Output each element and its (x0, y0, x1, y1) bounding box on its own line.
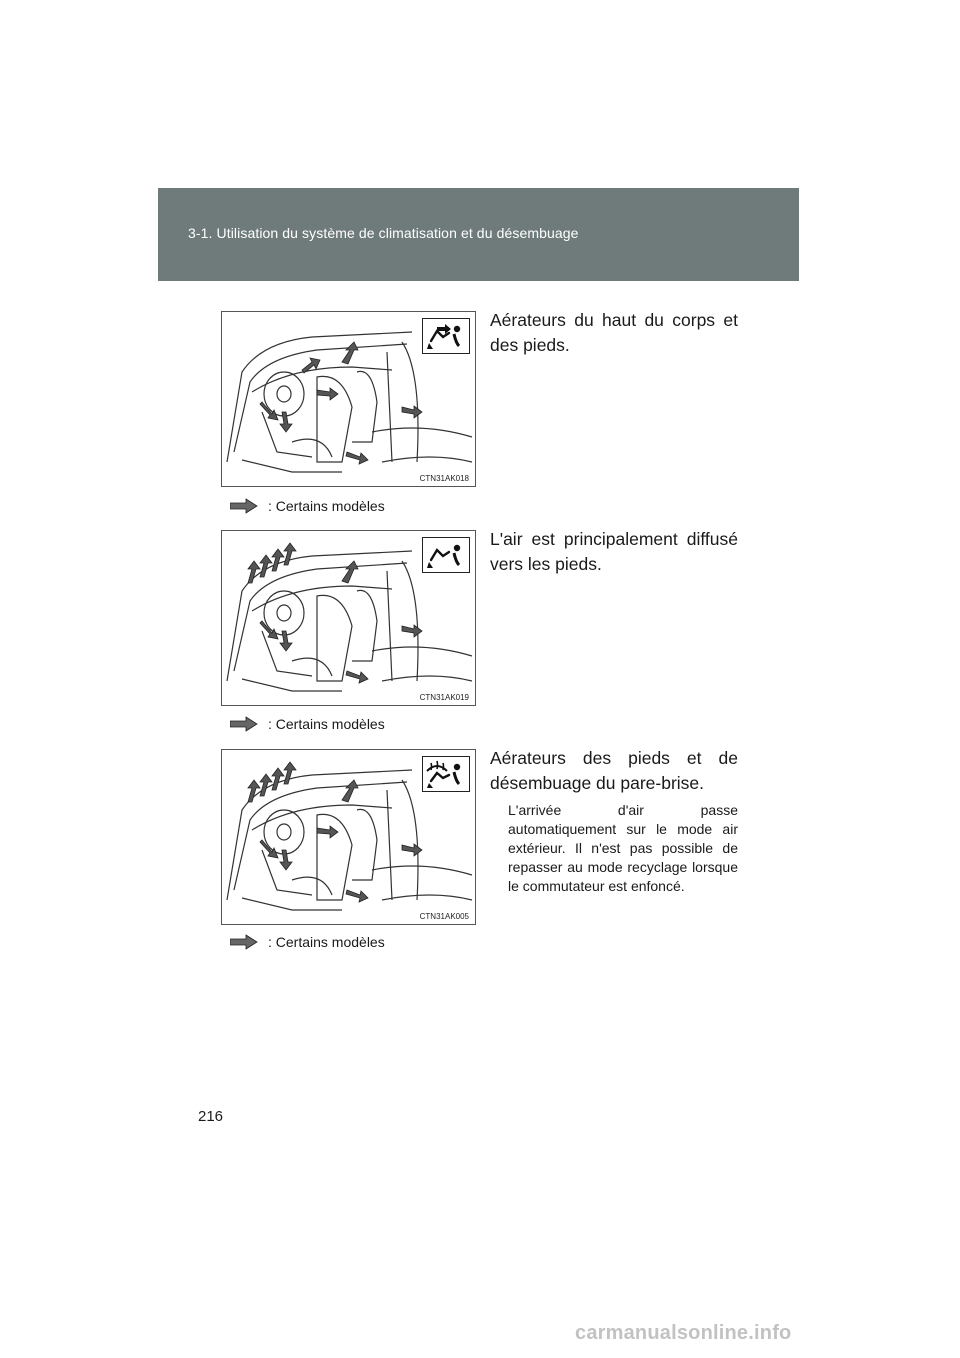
feet-vent-icon (422, 537, 470, 573)
mode-description: Aérateurs du haut du corps et des pieds. (490, 310, 738, 355)
section-header-band (158, 188, 799, 281)
note-text: : Certains modèles (268, 498, 385, 514)
illustration-feet-defrost (221, 749, 476, 925)
note-certain-models (230, 497, 385, 515)
note-text: : Certains modèles (268, 716, 385, 732)
note-certain-models (230, 715, 385, 733)
mode-description: L'air est principalement diffusé vers les pieds. (490, 529, 738, 574)
footer-watermark: carmanualsonline.info (575, 1322, 792, 1344)
figure-code: CTN31AK019 (419, 693, 469, 702)
mode-description: Aérateurs des pieds et de désembuage du pare-brise. (490, 748, 738, 793)
arrow-right-icon (230, 716, 258, 732)
mode-detail: L'arrivée d'air passe automatiquement sur le mode air extérieur. Il n'est pas possible de repasser au mode recyclage lorsque le commutateur est enfoncé. (508, 802, 738, 894)
illustration-feet (221, 530, 476, 706)
arrow-right-icon (230, 934, 258, 950)
section-title: 3-1. Utilisation du système de climatisation et du désembuage (188, 225, 579, 241)
illustration-face-feet (221, 311, 476, 487)
page-number: 216 (198, 1108, 224, 1125)
figure-code: CTN31AK018 (419, 474, 469, 483)
arrow-right-icon (230, 498, 258, 514)
face-and-feet-vent-icon (422, 318, 470, 354)
note-text: : Certains modèles (268, 934, 385, 950)
note-certain-models (230, 933, 385, 951)
figure-code: CTN31AK005 (419, 912, 469, 921)
feet-and-defrost-vent-icon (422, 756, 470, 792)
